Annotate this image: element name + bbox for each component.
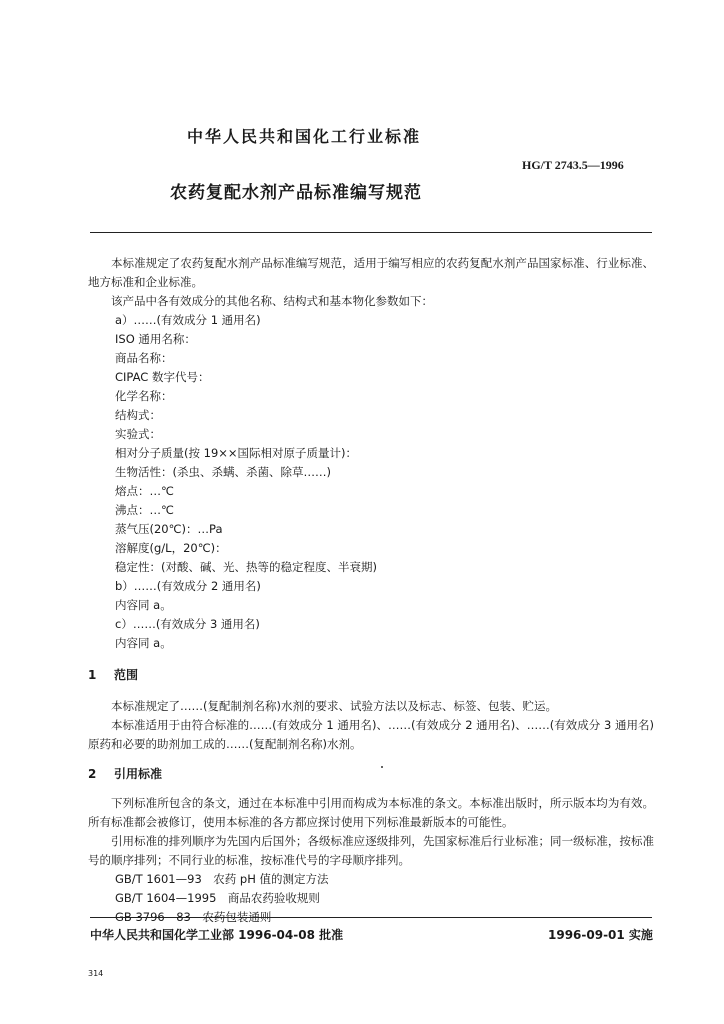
component-list: [88, 311, 654, 653]
document-body: [88, 254, 654, 927]
section-title: 引用标准: [114, 767, 163, 781]
list-item: c）……(有效成分 3 通用名): [115, 617, 260, 631]
list-item: 熔点：…℃: [115, 484, 174, 498]
list-item: 相对分子质量(按 19××国际相对原子质量计)：: [115, 446, 358, 460]
list-item: 蒸气压(20℃)：…Pa: [115, 522, 223, 536]
footer-rule: [90, 917, 652, 918]
header-rule: [90, 232, 652, 233]
section-1-paragraph: 本标准适用于由符合标准的……(有效成分 1 通用名)、……(有效成分 2 通用名)、……(有效成分 3 通用名)原药和必要的助剂加工成的……(复配制剂名称)水剂。: [88, 718, 654, 751]
reference-item: GB 3796—83 农药包装通则: [115, 910, 272, 924]
implementation-date: 1996-09-01 实施: [548, 928, 653, 942]
page-number: 314: [88, 969, 104, 978]
list-item: 实验式：: [115, 427, 161, 441]
reference-item: GB/T 1604—1995 商品农药验收规则: [115, 891, 320, 905]
list-item: 内容同 a。: [115, 598, 172, 612]
list-item: 商品名称：: [115, 351, 173, 365]
list-item: 稳定性：(对酸、碱、光、热等的稳定程度、半衰期): [115, 560, 377, 574]
intro-paragraph: 该产品中各有效成分的其他名称、结构式和基本物化参数如下：: [111, 294, 433, 308]
list-item: 内容同 a。: [115, 636, 172, 650]
speck-mark: [381, 766, 383, 768]
section-title: 范围: [114, 668, 139, 682]
list-item: 生物活性：(杀虫、杀螨、杀菌、除草……): [115, 465, 331, 479]
approval-date: 中华人民共和国化学工业部 1996-04-08 批准: [90, 928, 344, 942]
reference-item: GB/T 1601—93 农药 pH 值的测定方法: [115, 872, 329, 886]
section-number: 2: [88, 767, 97, 781]
list-item: 结构式：: [115, 408, 161, 422]
section-number: 1: [88, 668, 97, 682]
list-item: CIPAC 数字代号：: [115, 370, 210, 384]
document-title: 农药复配水剂产品标准编写规范: [170, 183, 422, 203]
intro-paragraph: 本标准规定了农药复配水剂产品标准编写规范，适用于编写相应的农药复配水剂产品国家标准、行业标准、地方标准和企业标准。: [88, 256, 654, 289]
standard-body-title: 中华人民共和国化工行业标准: [187, 127, 422, 146]
list-item: 沸点：…℃: [115, 503, 174, 517]
section-2-paragraph: 下列标准所包含的条文，通过在本标准中引用而构成为本标准的条文。本标准出版时，所示版本均为有效。所有标准都会被修订，使用本标准的各方都应探讨使用下列标准最新版本的可能性。: [88, 796, 654, 829]
list-item: 溶解度(g/L，20℃)：: [115, 541, 227, 555]
list-item: 化学名称：: [115, 389, 173, 403]
list-item: b）……(有效成分 2 通用名): [115, 579, 261, 593]
section-2-paragraph: 引用标准的排列顺序为先国内后国外；各级标准应逐级排列，先国家标准后行业标准；同一级标准，按标准号的顺序排列；不同行业的标准，按标准代号的字母顺序排列。: [88, 834, 654, 867]
list-item: a）……(有效成分 1 通用名): [115, 313, 261, 327]
section-1-heading: [88, 665, 654, 685]
standard-code: HG/T 2743.5—1996: [522, 158, 624, 172]
section-2-heading: [88, 764, 654, 784]
section-1-paragraph: 本标准规定了……(复配制剂名称)水剂的要求、试验方法以及标志、标签、包装、贮运。: [111, 699, 557, 713]
list-item: ISO 通用名称：: [115, 332, 196, 346]
